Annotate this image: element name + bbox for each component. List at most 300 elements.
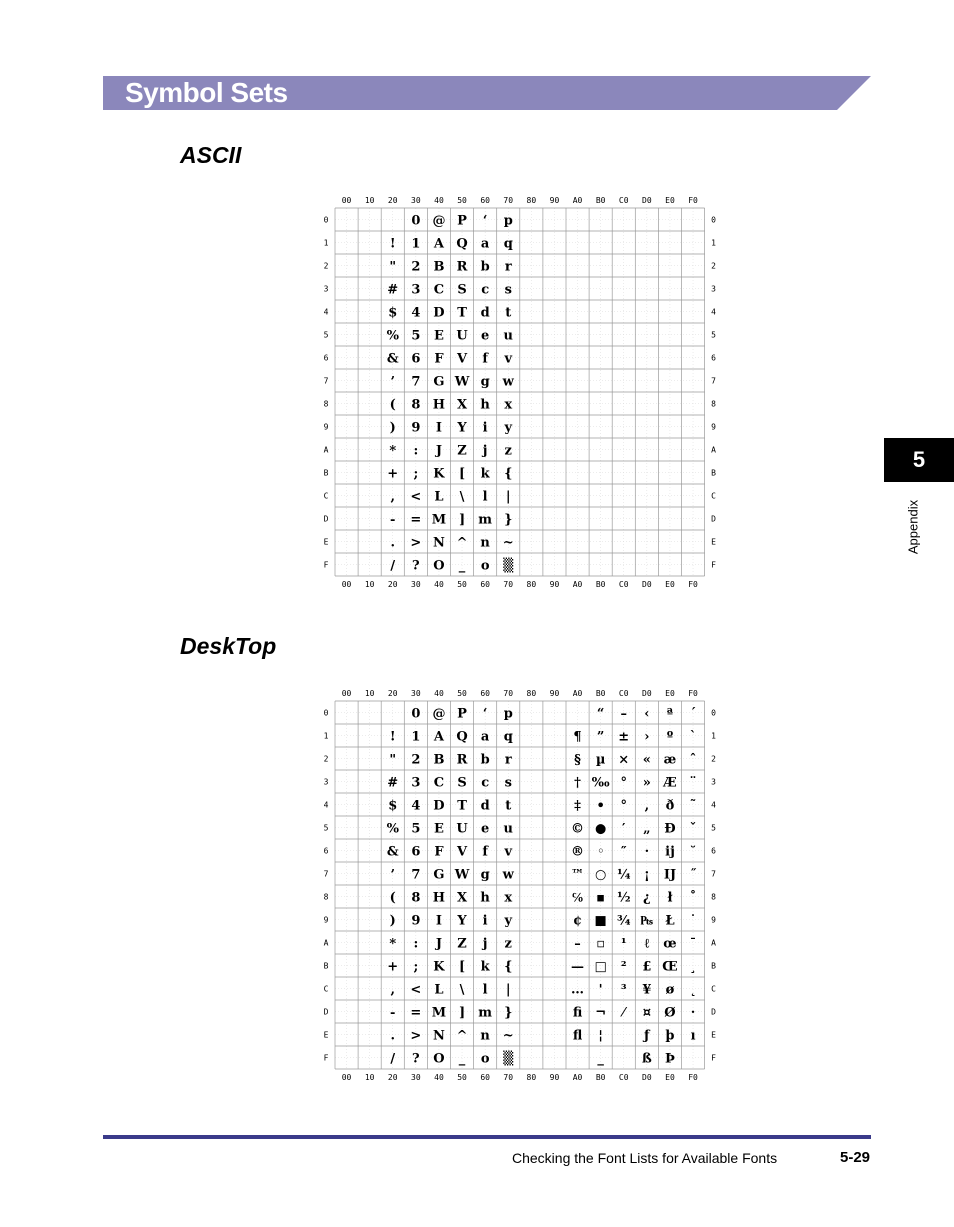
glyph-cell: E xyxy=(433,821,444,837)
footer-text: Checking the Font Lists for Available Fonts xyxy=(512,1150,778,1166)
glyph-cell: l xyxy=(482,489,488,505)
row-header-right: 0 xyxy=(711,708,717,718)
glyph-cell: 4 xyxy=(411,798,421,814)
column-header-top: C0 xyxy=(618,689,629,698)
glyph-cell: ˚ xyxy=(689,890,697,906)
glyph-cell: ] xyxy=(458,1005,466,1021)
glyph-cell: ˘ xyxy=(689,844,697,860)
glyph-cell: T xyxy=(457,305,467,321)
column-header-bottom: F0 xyxy=(688,580,698,589)
glyph-cell: ¨ xyxy=(689,775,697,791)
column-header-bottom: A0 xyxy=(572,1073,583,1082)
column-header-bottom: 50 xyxy=(457,580,467,589)
column-header-bottom: 50 xyxy=(457,1073,467,1082)
glyph-cell: I xyxy=(435,420,442,436)
glyph-cell: B xyxy=(433,259,445,275)
glyph-cell: = xyxy=(410,1005,422,1021)
column-header-bottom: 90 xyxy=(549,1073,560,1082)
glyph-cell: j xyxy=(482,936,488,952)
glyph-cell: Y xyxy=(457,913,467,929)
section-title-ascii: ASCII xyxy=(180,142,242,168)
glyph-cell: ▪ xyxy=(596,890,606,906)
glyph-cell: p xyxy=(503,706,513,722)
glyph-cell: ĳ xyxy=(665,844,675,860)
glyph-cell: A xyxy=(433,236,444,252)
row-header-right: F xyxy=(711,1053,717,1063)
glyph-cell: Z xyxy=(457,936,467,952)
glyph-cell: … xyxy=(571,982,585,998)
glyph-cell: [ xyxy=(458,466,466,482)
glyph-cell: ? xyxy=(412,558,420,574)
row-header-right: 2 xyxy=(711,261,717,271)
glyph-cell: ˙ xyxy=(689,913,697,929)
glyph-cell: < xyxy=(410,489,422,505)
row-header-left: 7 xyxy=(323,869,329,879)
glyph-cell: N xyxy=(433,535,445,551)
glyph-cell: _ xyxy=(458,558,466,574)
glyph-cell: Þ xyxy=(665,1051,675,1067)
glyph-cell: o xyxy=(480,558,490,574)
glyph-cell: ▒ xyxy=(503,1051,514,1067)
row-header-right: B xyxy=(711,468,717,478)
column-header-bottom: C0 xyxy=(618,580,629,589)
column-header-bottom: D0 xyxy=(642,580,652,589)
glyph-cell: + xyxy=(387,959,399,975)
column-header-bottom: 70 xyxy=(503,1073,514,1082)
column-header-top: 10 xyxy=(364,689,375,698)
column-header-top: 00 xyxy=(341,196,352,205)
row-header-right: 1 xyxy=(711,238,717,248)
glyph-cell: ¥ xyxy=(642,982,652,998)
glyph-cell: ● xyxy=(594,821,607,837)
glyph-cell: $ xyxy=(388,305,398,321)
glyph-cell: | xyxy=(505,982,511,998)
row-header-right: 4 xyxy=(711,800,717,810)
glyph-cell: C xyxy=(433,282,445,298)
glyph-cell: y xyxy=(504,913,513,929)
glyph-cell: ~ xyxy=(502,535,514,551)
column-header-bottom: 70 xyxy=(503,580,514,589)
glyph-cell: @ xyxy=(432,706,446,722)
glyph-cell: ° xyxy=(620,798,627,814)
glyph-cell: 8 xyxy=(411,890,421,906)
glyph-cell: x xyxy=(504,890,513,906)
glyph-cell: 6 xyxy=(411,844,421,860)
glyph-cell: › xyxy=(644,729,650,745)
row-header-left: 2 xyxy=(323,261,329,271)
ascii-chart-svg xyxy=(318,194,728,594)
row-header-right: E xyxy=(711,537,717,547)
glyph-cell: V xyxy=(457,844,468,860)
glyph-cell: % xyxy=(386,821,399,837)
glyph-cell: R xyxy=(456,259,468,275)
glyph-cell: ˜ xyxy=(689,798,697,814)
glyph-cell: J xyxy=(435,936,443,952)
column-header-top: B0 xyxy=(595,689,606,698)
glyph-cell: . xyxy=(390,1028,396,1044)
glyph-cell: b xyxy=(480,259,490,275)
glyph-cell: ~ xyxy=(502,1028,514,1044)
column-header-top: 80 xyxy=(526,689,537,698)
glyph-cell: ™ xyxy=(571,867,585,883)
glyph-cell: q xyxy=(503,236,513,252)
row-header-right: 1 xyxy=(711,731,717,741)
glyph-cell: ¤ xyxy=(642,1005,651,1021)
glyph-cell: ¹ xyxy=(620,936,627,952)
row-header-right: B xyxy=(711,961,717,971)
glyph-cell: > xyxy=(410,1028,422,1044)
column-header-top: 90 xyxy=(549,689,560,698)
glyph-cell: w xyxy=(502,867,514,883)
glyph-cell: Ł xyxy=(665,913,675,929)
glyph-cell: b xyxy=(480,752,490,768)
glyph-cell: u xyxy=(503,328,513,344)
glyph-cell: \ xyxy=(459,982,465,998)
glyph-cell: ´ xyxy=(689,706,697,722)
column-header-top: 70 xyxy=(503,689,514,698)
glyph-cell: u xyxy=(503,821,513,837)
row-header-left: 0 xyxy=(323,215,329,225)
row-header-left: C xyxy=(323,491,329,501)
glyph-cell: I xyxy=(435,913,442,929)
glyph-cell: + xyxy=(387,466,399,482)
glyph-cell: ; xyxy=(413,466,419,482)
row-header-left: D xyxy=(323,514,329,524)
column-header-bottom: 90 xyxy=(549,580,560,589)
glyph-cell: Ĳ xyxy=(663,867,677,883)
row-header-right: A xyxy=(711,938,717,948)
glyph-cell: D xyxy=(433,305,445,321)
glyph-cell: V xyxy=(457,351,468,367)
glyph-cell: M xyxy=(431,1005,447,1021)
glyph-cell: ¸ xyxy=(689,959,697,975)
glyph-cell: - xyxy=(390,1005,396,1021)
glyph-cell: < xyxy=(410,982,422,998)
glyph-cell: ■ xyxy=(594,913,607,929)
glyph-cell: / xyxy=(390,558,396,574)
glyph-cell: ¬ xyxy=(595,1005,607,1021)
row-header-right: E xyxy=(711,1030,717,1040)
glyph-cell: ` xyxy=(689,729,697,745)
glyph-cell: E xyxy=(433,328,444,344)
glyph-cell: ‰ xyxy=(591,775,610,791)
column-header-top: 80 xyxy=(526,196,537,205)
row-header-left: 4 xyxy=(323,307,329,317)
glyph-cell: d xyxy=(480,798,490,814)
glyph-cell: ² xyxy=(620,959,627,975)
row-header-right: 7 xyxy=(711,869,717,879)
glyph-cell: & xyxy=(386,351,399,367)
column-header-top: D0 xyxy=(642,689,652,698)
column-header-bottom: F0 xyxy=(688,1073,698,1082)
glyph-cell: : xyxy=(413,936,419,952)
glyph-cell: X xyxy=(457,890,468,906)
glyph-cell: F xyxy=(434,844,444,860)
glyph-cell: Æ xyxy=(663,775,677,791)
glyph-cell: = xyxy=(410,512,422,528)
glyph-cell: f xyxy=(482,844,488,860)
glyph-cell: K xyxy=(433,959,445,975)
row-header-left: 7 xyxy=(323,376,329,386)
glyph-cell: t xyxy=(505,305,512,321)
glyph-cell: ° xyxy=(620,775,627,791)
glyph-cell: 6 xyxy=(411,351,421,367)
glyph-cell: 5 xyxy=(411,821,421,837)
chapter-label-wrap xyxy=(898,487,928,567)
glyph-cell: ′ xyxy=(622,821,626,837)
column-header-top: 40 xyxy=(434,689,444,698)
row-header-left: 9 xyxy=(323,915,329,925)
footer-page-number: 5-29 xyxy=(840,1149,871,1166)
glyph-cell: a xyxy=(480,729,490,745)
glyph-cell: – xyxy=(574,936,581,952)
column-header-bottom: 60 xyxy=(480,580,490,589)
row-header-left: E xyxy=(323,1030,329,1040)
glyph-cell: . xyxy=(390,535,396,551)
glyph-cell: { xyxy=(504,466,513,482)
glyph-cell: ł xyxy=(667,890,673,906)
glyph-cell: „ xyxy=(643,821,651,837)
glyph-cell: # xyxy=(387,775,399,791)
column-header-bottom: 30 xyxy=(411,580,421,589)
column-header-bottom: A0 xyxy=(572,580,583,589)
glyph-cell: p xyxy=(503,213,513,229)
glyph-cell: £ xyxy=(642,959,652,975)
glyph-cell: 3 xyxy=(411,775,421,791)
column-header-top: F0 xyxy=(688,196,698,205)
glyph-cell: Đ xyxy=(664,821,676,837)
glyph-cell: P xyxy=(457,213,467,229)
row-header-left: E xyxy=(323,537,329,547)
column-header-bottom: 10 xyxy=(364,580,375,589)
glyph-cell: S xyxy=(457,282,467,298)
glyph-cell: ‘ xyxy=(482,213,488,229)
column-header-top: D0 xyxy=(642,196,652,205)
glyph-cell: Z xyxy=(457,443,467,459)
glyph-cell: h xyxy=(480,890,490,906)
glyph-cell: i xyxy=(482,913,488,929)
row-header-left: A xyxy=(323,938,329,948)
glyph-cell: f xyxy=(482,351,488,367)
glyph-cell: g xyxy=(480,867,490,883)
glyph-cell: × xyxy=(618,752,630,768)
glyph-cell: T xyxy=(457,798,467,814)
glyph-cell: ¯ xyxy=(689,936,697,952)
glyph-cell: 7 xyxy=(411,374,421,390)
glyph-cell: æ xyxy=(663,752,677,768)
glyph-cell: ¼ xyxy=(616,867,631,883)
row-header-right: C xyxy=(711,984,717,994)
column-header-top: 30 xyxy=(411,689,421,698)
glyph-cell: □ xyxy=(594,959,607,975)
column-header-bottom: 20 xyxy=(387,1073,398,1082)
glyph-cell: 8 xyxy=(411,397,421,413)
glyph-cell: j xyxy=(482,443,488,459)
glyph-cell: : xyxy=(413,443,419,459)
column-header-top: 70 xyxy=(503,196,514,205)
column-header-top: C0 xyxy=(618,196,629,205)
row-header-right: 3 xyxy=(711,777,717,787)
row-header-left: D xyxy=(323,1007,329,1017)
glyph-cell: ◦ xyxy=(596,844,605,860)
glyph-cell: H xyxy=(432,397,446,413)
glyph-cell: ³ xyxy=(620,982,627,998)
glyph-cell: ª xyxy=(666,706,674,722)
glyph-cell: k xyxy=(480,959,490,975)
glyph-cell: ð xyxy=(665,798,675,814)
row-header-right: 3 xyxy=(711,284,717,294)
glyph-cell: ₧ xyxy=(640,913,654,929)
glyph-cell: c xyxy=(481,282,490,298)
glyph-cell: " xyxy=(389,752,397,768)
row-header-right: D xyxy=(711,1007,717,1017)
column-header-top: 20 xyxy=(387,689,398,698)
column-header-top: 60 xyxy=(480,196,490,205)
glyph-cell: ø xyxy=(665,982,675,998)
glyph-cell: ’ xyxy=(390,374,396,390)
row-header-left: 5 xyxy=(323,330,329,340)
row-header-right: 6 xyxy=(711,846,717,856)
glyph-cell: * xyxy=(389,443,397,459)
glyph-cell: 2 xyxy=(411,259,421,275)
glyph-cell: 9 xyxy=(411,420,421,436)
row-header-left: 1 xyxy=(323,238,329,248)
glyph-cell: % xyxy=(386,328,399,344)
glyph-cell: – xyxy=(620,706,627,722)
glyph-cell: v xyxy=(504,844,513,860)
glyph-cell: ; xyxy=(413,959,419,975)
glyph-cell: Y xyxy=(457,420,467,436)
column-header-bottom: 20 xyxy=(387,580,398,589)
glyph-cell: W xyxy=(454,867,470,883)
row-header-left: 6 xyxy=(323,353,329,363)
glyph-cell: ) xyxy=(389,420,396,436)
glyph-cell: ˇ xyxy=(689,821,697,837)
glyph-cell: ﬁ xyxy=(572,1005,583,1021)
glyph-cell: ‡ xyxy=(574,798,581,814)
glyph-cell: d xyxy=(480,305,490,321)
glyph-cell: e xyxy=(481,328,490,344)
row-header-left: 1 xyxy=(323,731,329,741)
glyph-cell: M xyxy=(431,512,447,528)
glyph-cell: 3 xyxy=(411,282,421,298)
row-header-left: 2 xyxy=(323,754,329,764)
glyph-cell: ] xyxy=(458,512,466,528)
column-header-top: B0 xyxy=(595,196,606,205)
glyph-cell: y xyxy=(504,420,513,436)
glyph-cell: z xyxy=(504,936,512,952)
column-header-bottom: 60 xyxy=(480,1073,490,1082)
row-header-right: C xyxy=(711,491,717,501)
glyph-cell: ▒ xyxy=(503,558,514,574)
glyph-cell: g xyxy=(480,374,490,390)
glyph-cell: ¶ xyxy=(573,729,582,745)
glyph-cell: F xyxy=(434,351,444,367)
row-header-right: 4 xyxy=(711,307,717,317)
column-header-bottom: 40 xyxy=(434,580,444,589)
glyph-cell: G xyxy=(433,867,445,883)
glyph-cell: ! xyxy=(389,729,396,745)
column-header-top: 60 xyxy=(480,689,490,698)
glyph-cell: 0 xyxy=(411,213,421,229)
glyph-cell: œ xyxy=(663,936,677,952)
glyph-cell: ¡ xyxy=(643,867,650,883)
glyph-cell: k xyxy=(480,466,490,482)
glyph-cell: s xyxy=(504,775,512,791)
column-header-top: 50 xyxy=(457,689,467,698)
glyph-cell: O xyxy=(433,1051,445,1067)
glyph-cell: @ xyxy=(432,213,446,229)
glyph-cell: B xyxy=(433,752,445,768)
glyph-cell: [ xyxy=(458,959,466,975)
column-header-bottom: B0 xyxy=(595,1073,606,1082)
row-header-right: 7 xyxy=(711,376,717,386)
glyph-cell: — xyxy=(571,959,585,975)
row-header-right: A xyxy=(711,445,717,455)
row-header-right: 2 xyxy=(711,754,717,764)
glyph-cell: ' xyxy=(598,982,603,998)
column-header-bottom: 00 xyxy=(341,1073,352,1082)
column-header-top: A0 xyxy=(572,196,583,205)
glyph-cell: w xyxy=(502,374,514,390)
row-header-left: 8 xyxy=(323,892,329,902)
row-header-left: 3 xyxy=(323,777,329,787)
row-header-left: 9 xyxy=(323,422,329,432)
glyph-cell: ” xyxy=(596,729,605,745)
row-header-right: 5 xyxy=(711,823,717,833)
glyph-cell: O xyxy=(433,558,445,574)
glyph-cell: m xyxy=(478,512,493,528)
row-header-right: 6 xyxy=(711,353,717,363)
glyph-cell: » xyxy=(642,775,651,791)
glyph-cell: 7 xyxy=(411,867,421,883)
column-header-bottom: 10 xyxy=(364,1073,375,1082)
column-header-top: 40 xyxy=(434,196,444,205)
column-header-bottom: D0 xyxy=(642,1073,652,1082)
column-header-top: E0 xyxy=(665,196,675,205)
footer-rule xyxy=(103,1135,871,1139)
glyph-cell: n xyxy=(480,1028,490,1044)
glyph-cell: _ xyxy=(597,1051,604,1067)
row-header-left: B xyxy=(323,961,329,971)
column-header-top: 10 xyxy=(364,196,375,205)
glyph-cell: s xyxy=(504,282,512,298)
glyph-cell: ^ xyxy=(456,1028,468,1044)
glyph-cell: L xyxy=(434,489,444,505)
glyph-cell: ″ xyxy=(620,844,627,860)
glyph-cell: · xyxy=(644,844,650,860)
column-header-top: 30 xyxy=(411,196,421,205)
glyph-cell: ˝ xyxy=(689,867,697,883)
glyph-cell: $ xyxy=(388,798,398,814)
row-header-left: A xyxy=(323,445,329,455)
glyph-cell: e xyxy=(481,821,490,837)
glyph-cell: ƒ xyxy=(644,1028,650,1044)
glyph-cell: o xyxy=(480,1051,490,1067)
glyph-cell: z xyxy=(504,443,512,459)
glyph-cell: } xyxy=(504,512,513,528)
glyph-cell: X xyxy=(457,397,468,413)
glyph-cell: ? xyxy=(412,1051,420,1067)
glyph-cell: ℅ xyxy=(572,890,583,906)
glyph-cell: K xyxy=(433,466,445,482)
glyph-cell: ’ xyxy=(390,867,396,883)
glyph-cell: R xyxy=(456,752,468,768)
glyph-cell: þ xyxy=(665,1028,675,1044)
glyph-cell: ‘ xyxy=(482,706,488,722)
glyph-cell: ˆ xyxy=(689,752,697,768)
glyph-cell: ▫ xyxy=(596,936,606,952)
